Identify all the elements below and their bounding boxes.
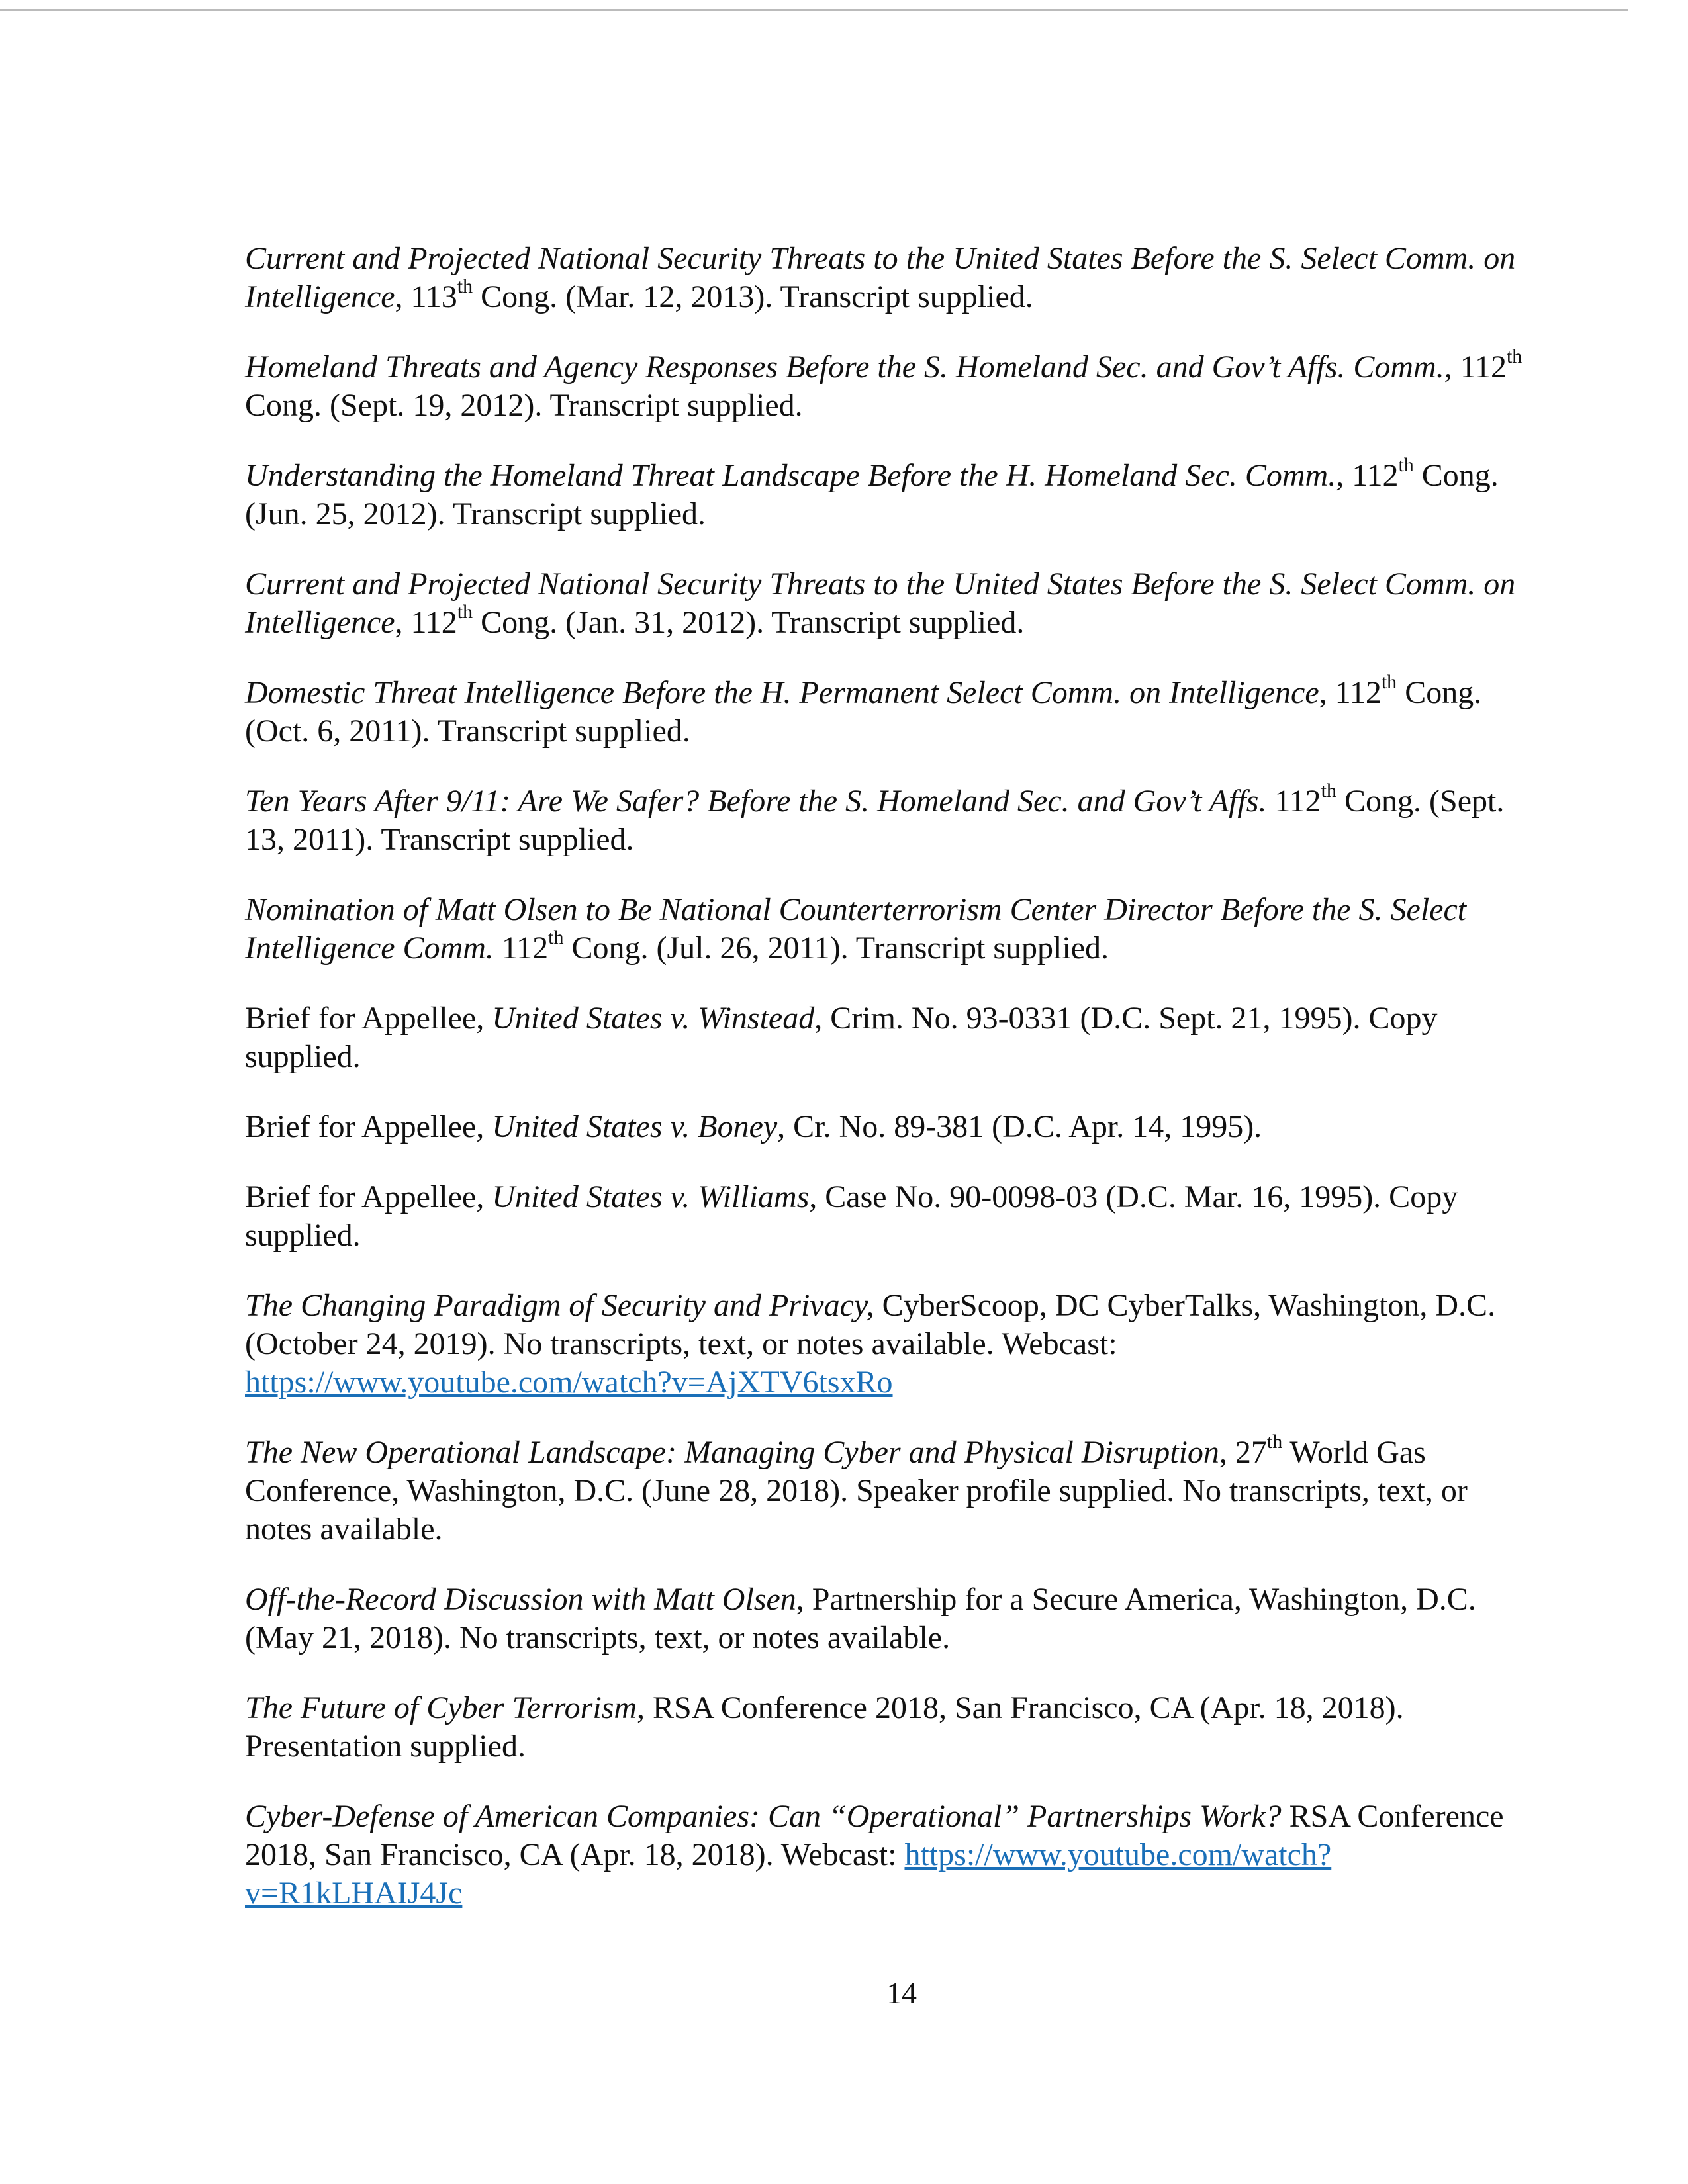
ordinal-superscript: th <box>457 601 473 623</box>
citation-text: Brief for Appellee, <box>245 1179 492 1214</box>
ordinal-superscript: th <box>1398 454 1414 476</box>
citation-text: 112 <box>1344 458 1399 493</box>
citation-entry <box>245 1178 1536 1255</box>
citation-title: United States v. Williams <box>492 1179 810 1214</box>
citation-entry <box>245 1287 1536 1402</box>
ordinal-superscript: th <box>1266 1431 1283 1453</box>
citation-entry <box>245 1580 1536 1657</box>
citation-title: Current and Projected National Security Threats to the United States Before the S. Select Comm. on Intelligence <box>245 241 1516 314</box>
citation-list <box>245 240 1536 1944</box>
citation-title: Current and Projected National Security Threats to the United States Before the S. Select Comm. on Intelligence <box>245 567 1516 640</box>
citation-title: Cyber-Defense of American Companies: Can “Operational” Partnerships Work? <box>245 1799 1282 1834</box>
citation-entry <box>245 1108 1536 1146</box>
citation-text: 112 <box>1266 784 1321 819</box>
webcast-link[interactable]: https://www.youtube.com/watch?v=AjXTV6tsxRo <box>245 1365 893 1400</box>
citation-text: 112 <box>493 931 549 966</box>
citation-text: , RSA Conference 2018, San Francisco, CA (Apr. 18, 2018). Presentation supplied. <box>245 1690 1404 1764</box>
citation-text: CyberScoop, DC CyberTalks, Washington, D.C. (October 24, 2019). No transcripts, text, or notes available. Webcast: <box>245 1288 1496 1361</box>
citation-text: Cong. (Jul. 26, 2011). Transcript supplied. <box>563 931 1109 966</box>
ordinal-superscript: th <box>1506 345 1523 367</box>
citation-title: Off-the-Record Discussion with Matt Olsen <box>245 1582 796 1617</box>
ordinal-superscript: th <box>1321 780 1336 801</box>
citation-entry <box>245 345 1536 425</box>
citation-text: World Gas Conference, Washington, D.C. (June 28, 2018). Speaker profile supplied. No transcripts, text, or notes available. <box>245 1435 1468 1547</box>
citation-title: The Changing Paradigm of Security and Privacy, <box>245 1288 874 1323</box>
ordinal-superscript: th <box>548 927 564 948</box>
citation-title: Nomination of Matt Olsen to Be National Counterterrorism Center Director Before the S. Select Intelligence Comm. <box>245 892 1467 966</box>
citation-text: , Crim. No. 93-0331 (D.C. Sept. 21, 1995). Copy supplied. <box>245 1001 1438 1074</box>
citation-entry <box>245 1433 1536 1549</box>
citation-entry <box>245 671 1536 751</box>
citation-title: United States v. Winstead <box>492 1001 815 1036</box>
citation-entry <box>245 1797 1536 1913</box>
citation-text: , 27 <box>1219 1435 1267 1470</box>
page-number: 14 <box>886 1976 917 2010</box>
citation-entry <box>245 565 1536 642</box>
citation-text: Cong. (Jun. 25, 2012). Transcript supplied. <box>245 458 1499 531</box>
citation-title: Ten Years After 9/11: Are We Safer? Before the S. Homeland Sec. and Gov’t Affs. <box>245 784 1267 819</box>
citation-text: , 112 <box>395 605 457 640</box>
citation-text: , 113 <box>395 279 457 314</box>
citation-title: The New Operational Landscape: Managing Cyber and Physical Disruption <box>245 1435 1219 1470</box>
citation-entry <box>245 782 1536 859</box>
citation-text: Cong. (Oct. 6, 2011). Transcript supplied. <box>245 675 1482 749</box>
citation-title: Domestic Threat Intelligence Before the H. Permanent Select Comm. on Intelligence <box>245 675 1319 710</box>
citation-entry <box>245 999 1536 1076</box>
citation-text: Cong. (Jan. 31, 2012). Transcript supplied. <box>473 605 1025 640</box>
citation-text: , Case No. 90-0098-03 (D.C. Mar. 16, 1995). Copy supplied. <box>245 1179 1458 1253</box>
citation-text: Cong. (Mar. 12, 2013). Transcript supplied. <box>473 279 1033 314</box>
citation-title: The Future of Cyber Terrorism <box>245 1690 637 1725</box>
citation-text: Cong. (Sept. 19, 2012). Transcript supplied. <box>245 388 803 423</box>
citation-text: , Partnership for a Secure America, Washington, D.C. (May 21, 2018). No transcripts, text, or notes available. <box>245 1582 1476 1655</box>
citation-title: Homeland Threats and Agency Responses Before the S. Homeland Sec. and Gov’t Affs. Comm., <box>245 349 1452 385</box>
webcast-link[interactable]: https://www.youtube.com/watch?v=R1kLHAIJ4Jc <box>245 1837 1332 1911</box>
citation-text: Brief for Appellee, <box>245 1109 492 1144</box>
citation-text: Brief for Appellee, <box>245 1001 492 1036</box>
ordinal-superscript: th <box>1381 671 1397 693</box>
citation-text: RSA Conference 2018, San Francisco, CA (Apr. 18, 2018). Webcast: <box>245 1799 1504 1872</box>
scan-border-line <box>0 9 1628 11</box>
citation-entry <box>245 454 1536 533</box>
citation-text: Cong. (Sept. 13, 2011). Transcript supplied. <box>245 784 1505 857</box>
ordinal-superscript: th <box>457 275 473 297</box>
citation-entry <box>245 891 1536 968</box>
citation-title: United States v. Boney <box>492 1109 778 1144</box>
citation-text: , Cr. No. 89-381 (D.C. Apr. 14, 1995). <box>777 1109 1262 1144</box>
citation-entry <box>245 1689 1536 1766</box>
citation-entry <box>245 240 1536 316</box>
citation-text: 112 <box>1452 349 1507 385</box>
citation-title: Understanding the Homeland Threat Landscape Before the H. Homeland Sec. Comm., <box>245 458 1344 493</box>
citation-text: , 112 <box>1319 675 1382 710</box>
